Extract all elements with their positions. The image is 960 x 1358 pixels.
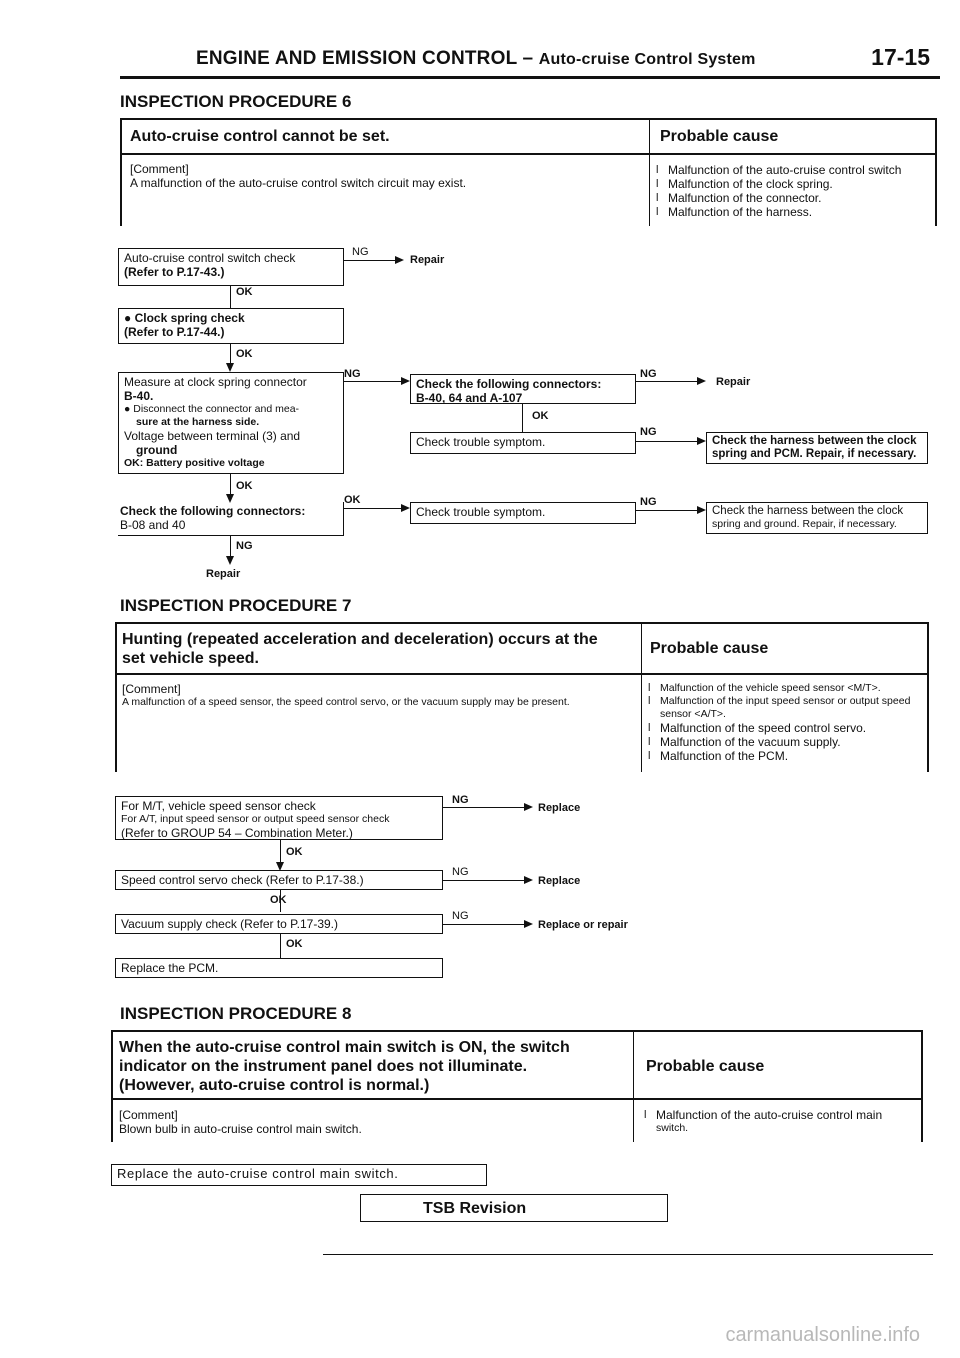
- ok-label: OK: [286, 938, 303, 950]
- arrow-right-icon: [524, 876, 533, 884]
- step-reference: (Refer to P.17-43.): [124, 265, 225, 279]
- step-text: For M/T, vehicle speed sensor check: [121, 799, 316, 813]
- comment-label: [Comment]: [122, 682, 181, 696]
- procedure-8-symptom-table: [111, 1030, 921, 1142]
- step-instruction-value: Disconnect the connector and mea-: [133, 403, 300, 415]
- flow-line: [230, 286, 231, 308]
- flow-line: [344, 508, 402, 509]
- cause-item: l Malfunction of the speed control servo.: [648, 721, 926, 735]
- step-replace-pcm: Replace the PCM.: [115, 958, 443, 978]
- step-vacuum-supply-check: Vacuum supply check (Refer to P.17-39.): [115, 914, 443, 934]
- cause-item: l Malfunction of the vacuum supply.: [648, 735, 926, 749]
- step-measure-clock-spring: [118, 372, 344, 474]
- ng-label: NG: [640, 368, 657, 380]
- procedure-6-symptom-table: [120, 118, 935, 226]
- table-divider: [633, 1030, 634, 1142]
- symptom-line: set vehicle speed.: [122, 650, 259, 667]
- result-repair: Repair: [206, 568, 241, 580]
- arrow-right-icon: [697, 437, 706, 445]
- arrow-down-icon: [226, 363, 234, 372]
- symptom-line: Hunting (repeated acceleration and deceleration) occurs at the: [122, 631, 598, 648]
- ok-label: OK: [286, 846, 303, 858]
- step-instruction: ● Disconnect the connector and mea-: [124, 403, 300, 415]
- page-header: [196, 48, 756, 70]
- comment-text: A malfunction of the auto-cruise control switch circuit may exist.: [130, 176, 467, 190]
- ok-label: OK: [270, 894, 287, 906]
- step-text: spring and ground. Repair, if necessary.: [712, 518, 897, 530]
- procedure-7-symptom-table: [115, 622, 927, 772]
- step-text: spring and PCM. Repair, if necessary.: [712, 448, 917, 460]
- header-rule: [120, 76, 940, 79]
- ng-label: NG: [344, 368, 361, 380]
- ng-label: NG: [640, 496, 657, 508]
- table-mid-rule: [113, 1098, 923, 1100]
- flow-line: [636, 381, 698, 382]
- ng-label: NG: [452, 910, 469, 922]
- result-repair: Repair: [716, 376, 751, 388]
- table-right-rule: [927, 622, 929, 772]
- arrow-right-icon: [401, 504, 410, 512]
- cause-item: l Malfunction of the input speed sensor or output speed sensor <A/T>.: [648, 695, 926, 721]
- table-mid-rule: [122, 153, 935, 155]
- step-check-trouble-symptom: Check trouble symptom.: [410, 502, 636, 524]
- ok-label: OK: [344, 494, 361, 506]
- step-text: For A/T, input speed sensor or output speed sensor check: [121, 813, 390, 825]
- ng-label: NG: [236, 540, 253, 552]
- cause-text: l Malfunction of the auto-cruise control main: [656, 1108, 883, 1122]
- arrow-right-icon: [524, 920, 533, 928]
- ok-label: OK: [236, 348, 253, 360]
- probable-cause-label: Probable cause: [646, 1058, 765, 1075]
- ng-label: NG: [452, 794, 469, 806]
- table-top-rule: [117, 622, 929, 624]
- watermark: carmanualsonline.info: [725, 1324, 920, 1346]
- symptom-line: When the auto-cruise control main switch is ON, the switch: [119, 1039, 570, 1056]
- symptom-title: [122, 630, 638, 668]
- step-text: Check the harness between the clock: [712, 505, 904, 517]
- comment-label: [Comment]: [130, 162, 189, 176]
- cause-item: l Malfunction of the connector.: [656, 191, 932, 205]
- comment-text: Blown bulb in auto-cruise control main switch.: [119, 1122, 362, 1136]
- table-top-rule: [122, 118, 935, 120]
- tsb-revision: TSB Revision: [360, 1194, 668, 1222]
- symptom-title: Auto-cruise control cannot be set.: [130, 128, 390, 145]
- step-text: Measure at clock spring connector: [124, 375, 307, 389]
- step-spec: OK: Battery positive voltage: [124, 457, 265, 469]
- connector-id: B-40.: [124, 389, 154, 403]
- arrow-right-icon: [697, 377, 706, 385]
- table-right-rule: [921, 1030, 923, 1142]
- step-reference: (Refer to P.17-44.): [124, 325, 225, 339]
- connector-list: B-08 and 40: [120, 518, 186, 532]
- flow-line: [443, 807, 525, 808]
- probable-cause-label: Probable cause: [660, 128, 779, 145]
- flow-line: [344, 260, 396, 261]
- step-text: Auto-cruise control switch check: [124, 251, 296, 265]
- flow-line: [280, 934, 281, 958]
- probable-cause-label: Probable cause: [650, 640, 769, 657]
- symptom-line: (However, auto-cruise control is normal.): [119, 1077, 430, 1094]
- arrow-right-icon: [395, 256, 404, 264]
- ok-label: OK: [236, 286, 253, 298]
- step-text: Check the following connectors:: [120, 504, 306, 518]
- page-number: 17-15: [871, 44, 930, 70]
- result-replace: Replace: [538, 875, 581, 887]
- cause-item: l Malfunction of the PCM.: [648, 749, 926, 763]
- flow-line: [636, 510, 698, 511]
- step-check-connectors-b08: [118, 502, 344, 536]
- flow-line: [443, 924, 525, 925]
- cause-text: switch.: [656, 1122, 689, 1134]
- table-right-rule: [935, 118, 937, 226]
- arrow-right-icon: [401, 377, 410, 385]
- cause-item: l Malfunction of the vehicle speed sensor <M/T>.: [648, 682, 926, 695]
- cause-item: [644, 1108, 920, 1135]
- procedure-8-title: INSPECTION PROCEDURE 8: [120, 1004, 352, 1023]
- header-title: ENGINE AND EMISSION CONTROL: [196, 48, 518, 69]
- step-text: Check the following connectors:: [416, 377, 602, 391]
- cause-list: [644, 1108, 920, 1135]
- step-switch-check: [118, 248, 344, 286]
- ng-label: NG: [640, 426, 657, 438]
- flow-line: [344, 381, 402, 382]
- step-text-value: Clock spring check: [134, 311, 245, 325]
- flow-line: [636, 441, 698, 442]
- arrow-right-icon: [697, 506, 706, 514]
- step-check-harness-pcm: [706, 432, 928, 464]
- step-check-connectors: [410, 374, 636, 404]
- table-divider: [649, 118, 650, 226]
- ok-label: OK: [236, 480, 253, 492]
- flow-line: [522, 404, 523, 432]
- procedure-7-title: INSPECTION PROCEDURE 7: [120, 596, 352, 615]
- comment-text: A malfunction of a speed sensor, the speed control servo, or the vacuum supply may be present.: [122, 696, 570, 708]
- table-mid-rule: [117, 673, 929, 675]
- step-reference: (Refer to GROUP 54 – Combination Meter.): [121, 826, 353, 840]
- header-subtitle: Auto-cruise Control System: [538, 51, 756, 68]
- step-check-harness-ground: [706, 502, 928, 534]
- step-check-trouble-symptom: Check trouble symptom.: [410, 432, 636, 454]
- arrow-right-icon: [524, 803, 533, 811]
- step-instruction: Voltage between terminal (3) and: [124, 429, 301, 443]
- result-replace: Replace: [538, 802, 581, 814]
- table-top-rule: [113, 1030, 923, 1032]
- cause-item: l Malfunction of the harness.: [656, 205, 932, 219]
- ng-label: NG: [352, 246, 369, 258]
- procedure-6-title: INSPECTION PROCEDURE 6: [120, 92, 352, 111]
- ng-label: NG: [452, 866, 469, 878]
- step-instruction: ground: [136, 443, 178, 457]
- step-speed-control-servo-check: Speed control servo check (Refer to P.17-38.): [115, 870, 443, 890]
- step-instruction: sure at the harness side.: [136, 416, 260, 428]
- result-repair: Repair: [410, 254, 445, 266]
- symptom-title: [119, 1038, 629, 1095]
- flow-line: [443, 880, 525, 881]
- footer-rule: [323, 1254, 933, 1255]
- step-text: ● Clock spring check: [124, 311, 245, 325]
- table-divider: [641, 622, 642, 772]
- step-clock-spring-check: [118, 308, 344, 344]
- cause-item: l Malfunction of the clock spring.: [656, 177, 932, 191]
- arrow-down-icon: [226, 556, 234, 565]
- cause-item: l Malfunction of the auto-cruise control switch: [656, 163, 932, 177]
- cause-list: [648, 682, 926, 763]
- symptom-line: indicator on the instrument panel does not illuminate.: [119, 1058, 528, 1075]
- header-dash: –: [522, 48, 534, 69]
- cause-list: [656, 163, 932, 219]
- connector-list: B-40, 64 and A-107: [416, 391, 523, 405]
- ok-label: OK: [532, 410, 549, 422]
- result-replace-or-repair: Replace or repair: [538, 919, 628, 931]
- step-speed-sensor-check: [115, 796, 443, 840]
- step-replace-main-switch: Replace the auto-cruise control main switch.: [111, 1164, 487, 1186]
- comment-label: [Comment]: [119, 1108, 178, 1122]
- step-text: Check the harness between the clock: [712, 435, 917, 447]
